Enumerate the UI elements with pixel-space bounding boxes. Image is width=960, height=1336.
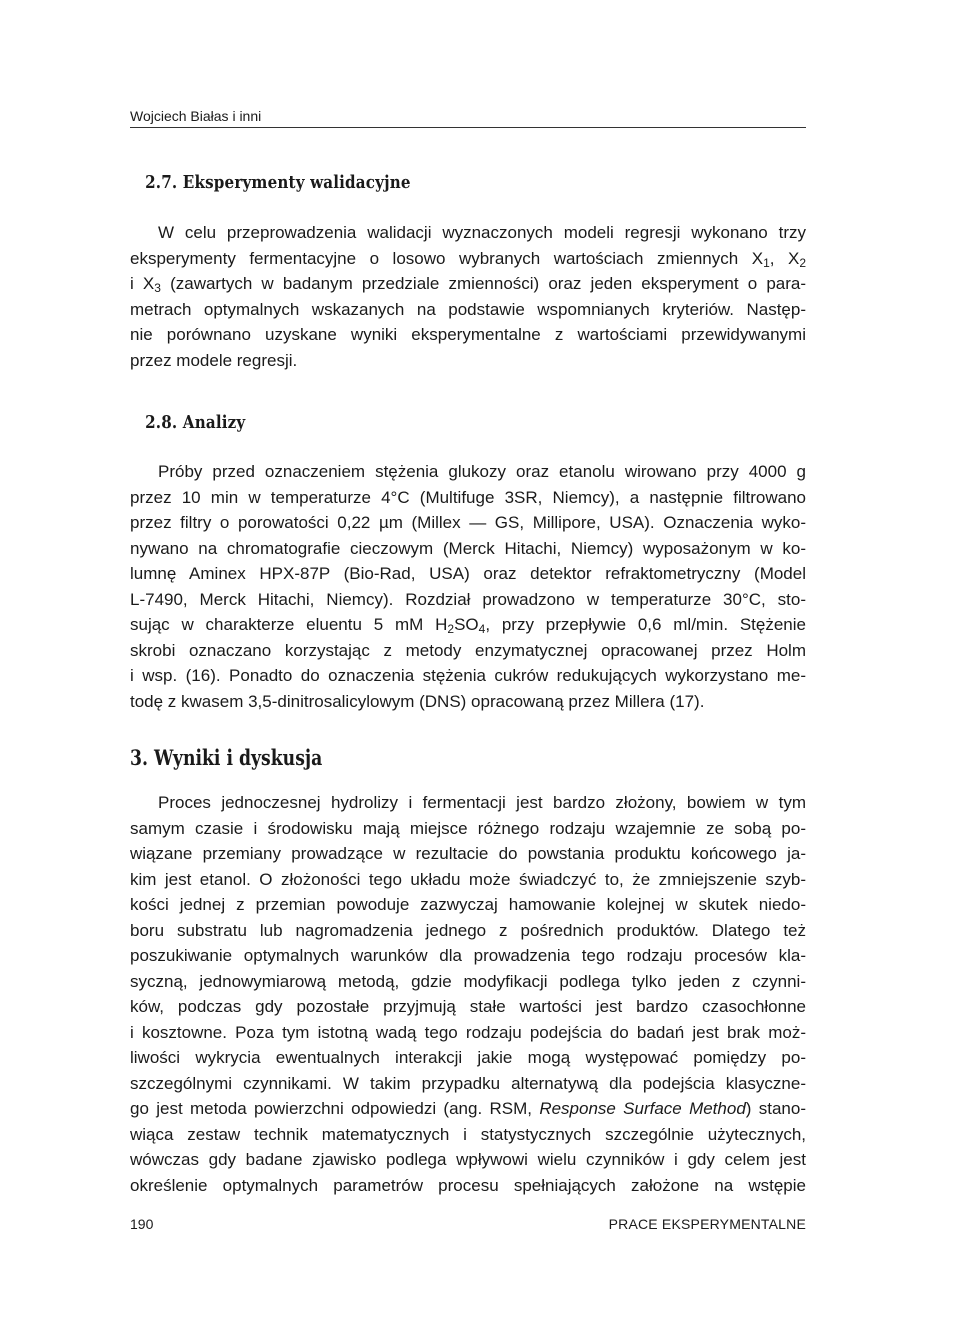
text-line: samym czasie i środowisku mają miejsce różnego rodzaju wzajemnie ze sobą po- <box>130 818 806 838</box>
text-line: todę z kwasem 3,5-dinitrosalicylowym (DNS) opracowaną przez Millera (17). <box>130 691 705 711</box>
text-line: nywano na chromatografie cieczowym (Merck Hitachi, Niemcy) wyposażonym w ko- <box>130 538 806 558</box>
section-2-7-body <box>130 220 806 373</box>
text-line: poszukiwanie optymalnych warunków dla prowadzenia tego rodzaju procesów kla- <box>130 946 806 965</box>
text-line: skrobi oznaczano korzystając z metody enzymatycznej opracowanej przez Holm <box>130 640 806 660</box>
text-line: kości jednej z przemian powoduje zazwyczaj hamowanie kolejnej w skutek niedo- <box>130 895 806 914</box>
text-line: boru substratu lub nagromadzenia jednego z pośrednich produktów. Dlatego też <box>130 920 806 940</box>
text-line: kim jest etanol. O złożoności tego układu może świadczyć to, że zmniejszenie szyb- <box>130 869 806 889</box>
text-line: eksperymenty fermentacyjne o losowo wybranych wartościach zmiennych $X_1$, $X_2$ <box>130 248 806 270</box>
text-line: i wsp. (16). Ponadto do oznaczenia stężenia cukrów redukujących wykorzystano me- <box>130 666 806 685</box>
text-line: wiąca zestaw technik matematycznych i statystycznych szczególnie użytecznych, <box>130 1124 806 1144</box>
paragraph-analyses <box>130 459 806 714</box>
text-line: L-7490, Merck Hitachi, Niemcy). Rozdział prowadzono w temperaturze 30°C, sto- <box>130 589 806 609</box>
text-line: W celu przeprowadzenia walidacji wyznaczonych modeli regresji wykonano trzy <box>158 223 806 242</box>
text-line: przez 10 min w temperaturze 4°C (Multifuge 3SR, Niemcy), a następnie filtrowano <box>130 487 806 507</box>
section-2-7 <box>130 171 806 195</box>
section-2-8-body <box>130 459 806 714</box>
page-number: 190 <box>130 1216 154 1232</box>
section-3 <box>130 745 806 771</box>
text-line: przez modele regresji. <box>130 350 298 370</box>
section-heading-2-8: 2.8. Analizy <box>145 412 246 433</box>
section-heading-3: 3. Wyniki i dyskusja <box>130 745 323 770</box>
text-line: Proces jednoczesnej hydrolizy i fermentacji jest bardzo złożony, bowiem w tym <box>158 793 806 812</box>
journal-name: PRACE EKSPERYMENTALNE <box>608 1216 806 1232</box>
running-head: Wojciech Białas i inni <box>130 107 806 128</box>
paragraph-validation <box>130 220 806 373</box>
text-line: Próby przed oznaczeniem stężenia glukozy oraz etanolu wirowano przy 4000 g <box>158 462 806 481</box>
text-line: i kosztowne. Poza tym istotną wadą tego rodzaju podejścia do badań jest brak moż- <box>130 1022 806 1042</box>
text-line: lumnę Aminex HPX-87P (Bio-Rad, USA) oraz detektor refraktometryczny (Model <box>130 564 806 583</box>
text-line: syczną, jednowymiarową metodą, gdzie modyfikacji podlega tylko jeden z czynni- <box>130 971 806 991</box>
section-2-8 <box>130 411 806 435</box>
section-heading-2-7: 2.7. Eksperymenty walidacyjne <box>145 172 411 193</box>
text-line: określenie optymalnych parametrów procesu spełniających założone na wstępie <box>130 1175 806 1195</box>
text-line: sując w charakterze eluentu 5 mM $H_2SO_4$, przy przepływie 0,6 ml/min. Stężenie <box>130 615 806 636</box>
text-line: wiązane przemiany prowadzące w rezultacie do powstania produktu końcowego ja- <box>130 844 806 863</box>
paragraph-results <box>130 790 806 1198</box>
text-line: liwości wykrycia ewentualnych interakcji jakie mogą występować pomiędzy po- <box>130 1048 806 1067</box>
text-line: wówczas gdy badane zjawisko podlega wpływowi wielu czynników i gdy celem jest <box>130 1150 806 1169</box>
section-3-body <box>130 790 806 1198</box>
text-line: metrach optymalnych wskazanych na podstawie wspomnianych kryteriów. Następ- <box>130 299 806 319</box>
text-line: i $X_3$ (zawartych w badanym przedziale zmienności) oraz jeden eksperyment o para- <box>130 274 807 295</box>
text-line: ków, podczas gdy pozostałe przyjmują stałe wartości jest bardzo czasochłonne <box>130 997 806 1016</box>
text-line: go jest metoda powierzchni odpowiedzi (ang. RSM, Response Surface Method) stano- <box>130 1099 806 1118</box>
text-line: przez filtry o porowatości 0,22 µm (Millex — GS, Millipore, USA). Oznaczenia wyko- <box>130 513 806 532</box>
text-line: nie porównano uzyskane wyniki eksperymentalne z wartościami przewidywanymi <box>130 325 806 344</box>
text-line: szczególnymi czynnikami. W takim przypadku alternatywą dla podejścia klasyczne- <box>130 1073 806 1093</box>
